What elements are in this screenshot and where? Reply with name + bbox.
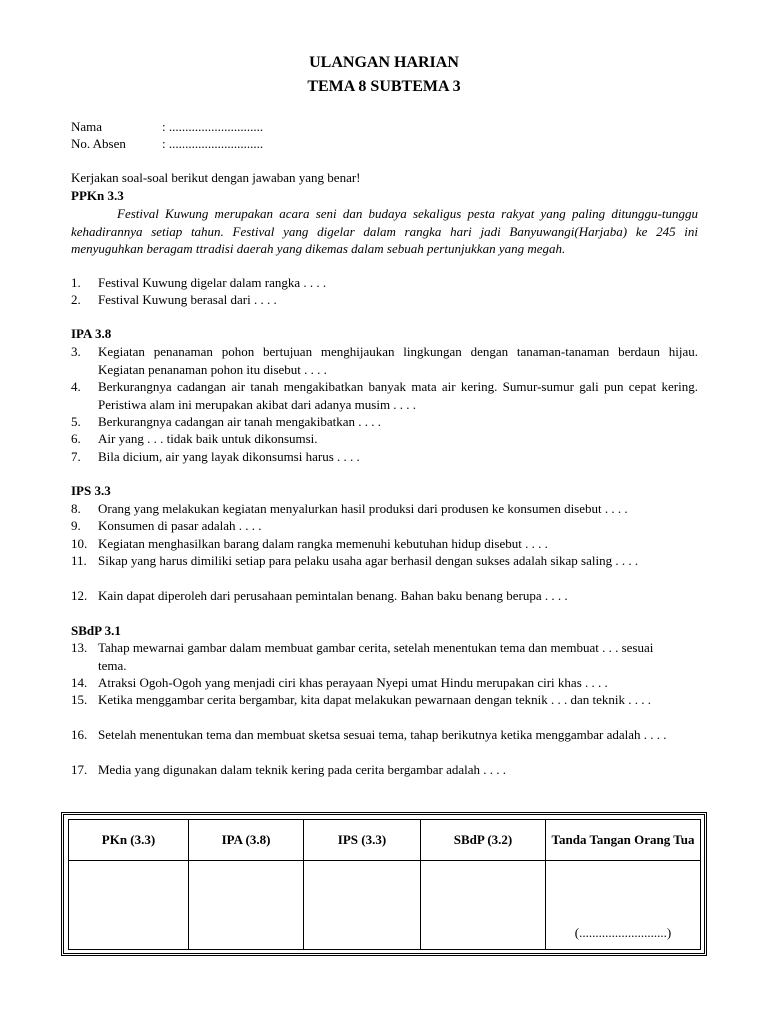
score-cell-pkn[interactable] bbox=[69, 861, 189, 950]
header-ipa: IPA (3.8) bbox=[189, 820, 304, 861]
signature-area bbox=[550, 861, 696, 949]
question-text: Kegiatan penanaman pohon bertujuan menghijaukan lingkungan dengan tanaman-tanaman berdaun hijau. Kegiatan penanaman pohon itu disebut . . . . bbox=[98, 344, 698, 377]
header-parent-signature: Tanda Tangan Orang Tua bbox=[546, 820, 701, 861]
question-item bbox=[71, 674, 698, 692]
question-number: 1. bbox=[71, 275, 81, 290]
worksheet-title: ULANGAN HARIAN bbox=[309, 54, 459, 71]
question-item bbox=[71, 535, 698, 553]
question-number: 8. bbox=[71, 501, 81, 516]
question-item bbox=[71, 587, 698, 605]
header-pkn: PKn (3.3) bbox=[69, 820, 189, 861]
question-number: 16. bbox=[71, 727, 88, 742]
question-item bbox=[71, 430, 698, 448]
question-text: Setelah menentukan tema dan membuat sketsa sesuai tema, tahap berikutnya ketika menggambar adalah . . . . bbox=[98, 727, 667, 742]
question-item bbox=[71, 726, 691, 744]
score-cell-ips[interactable] bbox=[304, 861, 421, 950]
question-text: Konsumen di pasar adalah . . . . bbox=[98, 518, 262, 533]
question-item bbox=[71, 761, 698, 779]
question-text: Orang yang melakukan kegiatan menyalurkan hasil produksi dari produsen ke konsumen disebut . . . . bbox=[98, 501, 628, 516]
question-text: Tahap mewarnai gambar dalam membuat gambar cerita, setelah menentukan tema dan membuat . . . sesuai tema. bbox=[98, 640, 654, 673]
question-text: Berkurangnya cadangan air tanah mengakibatkan . . . . bbox=[98, 414, 381, 429]
question-item bbox=[71, 639, 683, 674]
grade-table-header bbox=[69, 820, 701, 861]
question-number: 2. bbox=[71, 292, 81, 307]
worksheet-subtitle: TEMA 8 SUBTEMA 3 bbox=[307, 78, 461, 95]
name-label: Nama bbox=[71, 119, 103, 134]
question-number: 10. bbox=[71, 536, 88, 551]
question-item bbox=[71, 552, 698, 570]
question-number: 13. bbox=[71, 640, 88, 655]
question-item bbox=[71, 413, 698, 431]
question-item bbox=[71, 448, 698, 466]
score-cell-sbdp[interactable] bbox=[421, 861, 546, 950]
question-text: Festival Kuwung digelar dalam rangka . . . . bbox=[98, 275, 327, 290]
score-cell-ipa[interactable] bbox=[189, 861, 304, 950]
absen-row bbox=[71, 135, 263, 152]
grade-table bbox=[61, 812, 707, 956]
signature-cell[interactable] bbox=[546, 861, 701, 950]
name-field[interactable]: : ............................. bbox=[162, 119, 264, 134]
instruction: Kerjakan soal-soal berikut dengan jawaban yang benar! bbox=[71, 170, 361, 185]
question-text: Kain dapat diperoleh dari perusahaan pemintalan benang. Bahan baku benang berupa . . . . bbox=[98, 588, 568, 603]
question-item bbox=[71, 500, 721, 518]
grade-table-score-row bbox=[69, 861, 701, 950]
signature-line: (...........................) bbox=[574, 925, 672, 940]
question-text: Berkurangnya cadangan air tanah mengakibatkan banyak mata air kering. Sumur-sumur gali pun cepat kering. Peristiwa alam ini merupakan akibat dari adanya musim . . . . bbox=[98, 379, 698, 412]
question-text: Atraksi Ogoh-Ogoh yang menjadi ciri khas perayaan Nyepi umat Hindu merupakan ciri khas . . . . bbox=[98, 675, 608, 690]
question-number: 15. bbox=[71, 692, 88, 707]
question-number: 5. bbox=[71, 414, 81, 429]
question-text: Kegiatan menghasilkan barang dalam rangka memenuhi kebutuhan hidup disebut . . . . bbox=[98, 536, 548, 551]
question-item bbox=[71, 291, 698, 309]
question-number: 12. bbox=[71, 588, 88, 603]
question-number: 4. bbox=[71, 379, 81, 394]
question-text: Bila dicium, air yang layak dikonsumsi harus . . . . bbox=[98, 449, 360, 464]
absen-label: No. Absen bbox=[71, 136, 126, 151]
absen-field[interactable]: : ............................. bbox=[162, 136, 264, 151]
question-item bbox=[71, 274, 698, 292]
header-ips: IPS (3.3) bbox=[304, 820, 421, 861]
question-number: 14. bbox=[71, 675, 88, 690]
section-heading-ppkn: PPKn 3.3 bbox=[71, 188, 124, 203]
question-number: 6. bbox=[71, 431, 81, 446]
section-heading-ips: IPS 3.3 bbox=[71, 483, 111, 498]
ppkn-passage: Festival Kuwung merupakan acara seni dan budaya sekaligus pesta rakyat yang paling ditunggu-tunggu kehadirannya setiap tahun. Festival yang digelar dalam rangka hari jadi Banyuwangi(Harjaba) ke 245 ini menyuguhkan beragam ttradisi daerah yang dikemas dalam sebuah pertunjukkan yang megah. bbox=[71, 206, 698, 256]
question-text: Sikap yang harus dimiliki setiap para pelaku usaha agar berhasil dengan sukses adalah sikap saling . . . . bbox=[98, 553, 639, 568]
grade-table-grid bbox=[68, 819, 701, 950]
section-heading-ipa: IPA 3.8 bbox=[71, 326, 112, 341]
question-number: 9. bbox=[71, 518, 81, 533]
question-number: 11. bbox=[71, 553, 87, 568]
section-heading-sbdp: SBdP 3.1 bbox=[71, 623, 121, 638]
question-number: 17. bbox=[71, 762, 88, 777]
question-text: Ketika menggambar cerita bergambar, kita dapat melakukan pewarnaan dengan teknik . . . dan teknik . . . . bbox=[98, 692, 651, 707]
question-item bbox=[71, 517, 698, 535]
header-sbdp: SBdP (3.2) bbox=[421, 820, 546, 861]
question-item bbox=[71, 691, 683, 709]
name-row bbox=[71, 118, 263, 135]
question-number: 3. bbox=[71, 344, 81, 359]
question-item bbox=[71, 378, 698, 413]
question-item bbox=[71, 343, 698, 378]
question-text: Festival Kuwung berasal dari . . . . bbox=[98, 292, 277, 307]
question-text: Air yang . . . tidak baik untuk dikonsumsi. bbox=[98, 431, 318, 446]
question-number: 7. bbox=[71, 449, 81, 464]
question-text: Media yang digunakan dalam teknik kering pada cerita bergambar adalah . . . . bbox=[98, 762, 507, 777]
